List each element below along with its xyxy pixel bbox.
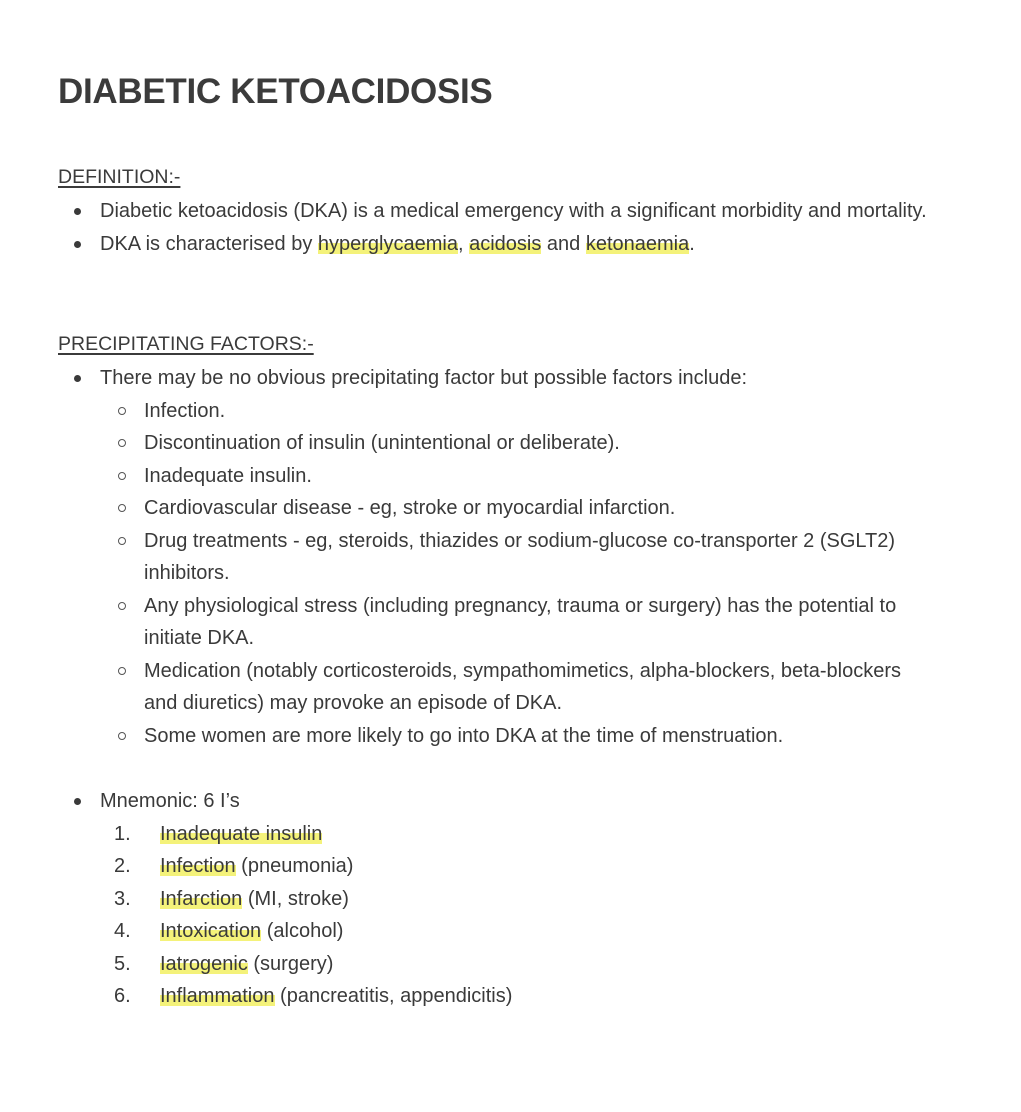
item-detail: (surgery) — [247, 952, 334, 975]
precipitating-heading: PRECIPITATING FACTORS:- — [58, 333, 314, 355]
item-detail: (alcohol) — [261, 920, 344, 942]
item-number: 6. — [114, 985, 131, 1007]
list-item — [0, 785, 1021, 818]
mnemonic-item — [0, 818, 1021, 851]
sub-bullet-icon — [118, 732, 126, 740]
text-segment: and — [541, 232, 586, 255]
factor-text: Inadequate insulin. — [144, 464, 312, 487]
highlighted-term: ketonaemia — [585, 232, 690, 255]
list-item — [0, 195, 1021, 228]
list-item — [0, 525, 1021, 590]
item-number: 4. — [114, 920, 131, 942]
definition-text: Diabetic ketoacidosis (DKA) is a medical emergency with a significant morbidity and mortality. — [100, 200, 927, 222]
mnemonic-list — [0, 785, 1021, 1013]
item-number: 1. — [114, 822, 131, 845]
sub-bullet-icon — [118, 439, 126, 447]
item-detail: (MI, stroke) — [242, 887, 349, 910]
highlighted-term: Infection — [160, 855, 236, 877]
bullet-icon — [74, 798, 81, 805]
bullet-icon — [74, 241, 81, 248]
list-item — [0, 362, 1021, 395]
list-item — [0, 590, 1021, 655]
definition-heading: DEFINITION:- — [58, 166, 181, 188]
text-segment: , — [457, 232, 470, 255]
factor-text: Discontinuation of insulin (unintentional or deliberate). — [144, 432, 620, 454]
item-number: 2. — [114, 855, 131, 877]
bullet-icon — [74, 375, 81, 382]
list-item — [0, 395, 1021, 428]
factor-text: Drug treatments - eg, steroids, thiazides or sodium-glucose co-transporter 2 (SGLT2) inhibitors. — [144, 529, 896, 584]
mnemonic-item — [0, 915, 1021, 948]
intro-text: There may be no obvious precipitating factor but possible factors include: — [100, 367, 748, 389]
sub-bullet-icon — [118, 537, 126, 545]
factor-text: Infection. — [144, 399, 226, 422]
page-title: DIABETIC KETOACIDOSIS — [58, 72, 493, 111]
mnemonic-item — [0, 948, 1021, 981]
item-detail: (pneumonia) — [235, 855, 354, 877]
mnemonic-item — [0, 980, 1021, 1013]
bullet-icon — [74, 208, 81, 215]
highlighted-term: acidosis — [469, 232, 542, 255]
text-segment: . — [689, 232, 695, 255]
item-number: 5. — [114, 952, 131, 975]
precipitating-list — [0, 362, 1021, 752]
sub-bullet-icon — [118, 602, 126, 610]
sub-bullet-icon — [118, 407, 126, 415]
sub-bullet-icon — [118, 472, 126, 480]
list-item — [0, 460, 1021, 493]
list-item — [0, 655, 1021, 720]
item-number: 3. — [114, 887, 131, 910]
sub-bullet-icon — [118, 667, 126, 675]
sub-bullet-icon — [118, 504, 126, 512]
mnemonic-item — [0, 883, 1021, 916]
highlighted-term: hyperglycaemia — [317, 232, 458, 255]
highlighted-term: Inflammation — [160, 985, 275, 1007]
text-segment: DKA is characterised by — [100, 232, 318, 255]
highlighted-term: Inadequate insulin — [160, 822, 323, 845]
list-item — [0, 427, 1021, 460]
item-detail: (pancreatitis, appendicitis) — [274, 985, 513, 1007]
definition-list — [0, 195, 1021, 260]
factor-text: Medication (notably corticosteroids, sympathomimetics, alpha-blockers, beta-blockers and diuretics) may provoke an episode of DKA. — [144, 659, 901, 714]
list-item — [0, 492, 1021, 525]
list-item — [0, 720, 1021, 753]
mnemonic-item — [0, 850, 1021, 883]
highlighted-term: Infarction — [160, 887, 243, 910]
highlighted-term: Intoxication — [160, 920, 262, 942]
factor-text: Some women are more likely to go into DKA at the time of menstruation. — [144, 724, 784, 747]
list-item — [0, 228, 1021, 261]
mnemonic-label: Mnemonic: 6 I’s — [100, 790, 240, 812]
factor-text: Any physiological stress (including pregnancy, trauma or surgery) has the potential to initiate DKA. — [144, 594, 897, 649]
factor-text: Cardiovascular disease - eg, stroke or myocardial infarction. — [144, 497, 676, 519]
highlighted-term: Iatrogenic — [160, 952, 248, 975]
